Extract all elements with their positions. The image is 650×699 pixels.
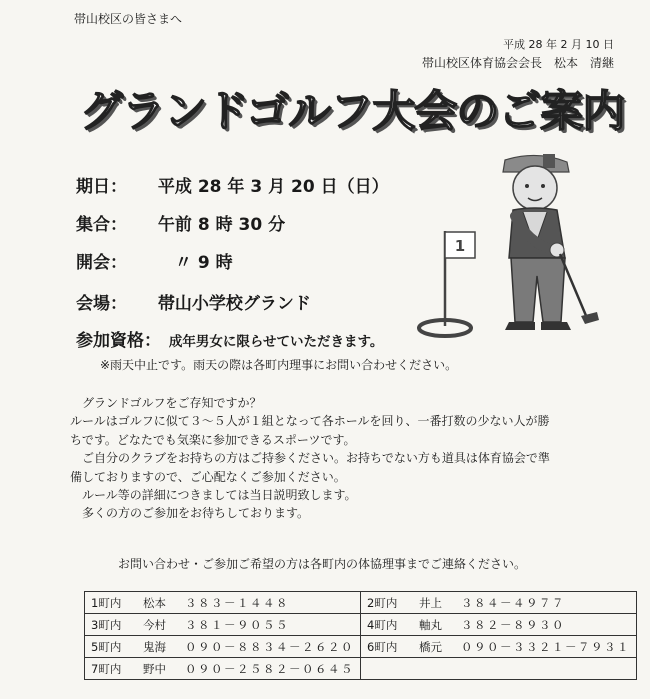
town-label: 5町内 xyxy=(91,639,122,654)
info-label: 開会： xyxy=(76,253,127,273)
contact-name: 野中 xyxy=(143,661,166,676)
contact-cell xyxy=(85,592,361,614)
golfer-icon xyxy=(503,154,599,330)
town-label: 6町内 xyxy=(367,639,398,654)
rain-note: ※雨天中止です。雨天の際は各町内理事にお問い合わせください。 xyxy=(100,358,458,372)
info-value: 〃 9 時 xyxy=(157,253,233,273)
info-label: 集合： xyxy=(76,215,127,235)
description-line: ルールはゴルフに似て３～５人が１組となって各ホールを回り、一番打数の少ない人が勝 xyxy=(70,414,550,429)
golfer-illustration xyxy=(415,146,615,346)
sender: 帯山校区体育協会会長 松本 清継 xyxy=(421,56,614,70)
info-value: 帯山小学校グランド xyxy=(157,294,311,314)
contact-cell xyxy=(361,614,637,636)
table-row xyxy=(85,636,637,658)
contact-phone: ３８２－８９３０ xyxy=(461,617,565,632)
town-label: 4町内 xyxy=(367,617,398,632)
contact-name: 今村 xyxy=(143,617,166,632)
description-line: 備しておりますので、ご心配なくご参加ください。 xyxy=(70,469,346,484)
table-row xyxy=(85,592,637,614)
info-label: 会場： xyxy=(76,294,127,314)
info-eligibility xyxy=(76,326,383,351)
info-value: 平成 28 年 3 月 20 日（日） xyxy=(157,177,389,197)
contact-phone: ０９０－２５８２－０６４５ xyxy=(185,661,354,676)
contact-phone: ３８４－４９７７ xyxy=(461,595,565,610)
info-venue xyxy=(76,289,311,314)
description-line: ご自分のクラブをお持ちの方はご持参ください。お持ちでない方も道具は体育協会で準 xyxy=(70,451,550,466)
info-value: 成年男女に限らせていただきます。 xyxy=(168,334,384,350)
info-opening xyxy=(76,248,233,273)
contact-cell-empty xyxy=(361,658,637,680)
table-row xyxy=(85,614,637,636)
info-label: 参加資格： xyxy=(76,331,161,351)
greeting: 帯山校区の皆さまへ xyxy=(74,12,183,26)
contact-table xyxy=(84,591,637,680)
description xyxy=(70,394,630,523)
contact-cell xyxy=(85,636,361,658)
flag-number: 1 xyxy=(454,237,466,255)
golf-flag-icon xyxy=(419,231,475,336)
description-line: 多くの方のご参加をお待ちしております。 xyxy=(70,506,310,521)
issue-date: 平成 28 年 2 月 10 日 xyxy=(503,38,614,51)
contact-name: 軸丸 xyxy=(419,617,442,632)
contact-instruction: お問い合わせ・ご参加ご希望の方は各町内の体協理事までご連絡ください。 xyxy=(118,557,527,571)
contact-phone: ０９０－８８３４－２６２０ xyxy=(185,639,354,654)
contact-cell xyxy=(85,658,361,680)
contact-phone: ３８３－１４４８ xyxy=(185,595,289,610)
info-date xyxy=(76,172,389,197)
page-title: グランドゴルフ大会のご案内 xyxy=(80,87,625,137)
info-label: 期日： xyxy=(76,177,127,197)
town-label: 3町内 xyxy=(91,617,122,632)
description-line: ちです。どなたでも気楽に参加できるスポーツです。 xyxy=(70,432,356,447)
contact-cell xyxy=(361,592,637,614)
info-assembly xyxy=(76,210,285,235)
contact-cell xyxy=(361,636,637,658)
town-label: 1町内 xyxy=(91,595,122,610)
description-line: ルール等の詳細につきましては当日説明致します。 xyxy=(70,488,357,503)
contact-cell xyxy=(85,614,361,636)
town-label: 2町内 xyxy=(367,595,398,610)
contact-name: 松本 xyxy=(143,595,166,610)
description-line: グランドゴルフをご存知ですか？ xyxy=(70,396,262,410)
contact-phone: ０９０－３３２１－７９３１ xyxy=(461,639,630,654)
info-value: 午前 8 時 30 分 xyxy=(157,215,286,235)
table-row xyxy=(85,658,637,680)
contact-name: 橋元 xyxy=(419,639,442,654)
contact-name: 鬼海 xyxy=(143,639,166,654)
town-label: 7町内 xyxy=(91,661,122,676)
contact-name: 井上 xyxy=(419,595,442,610)
contact-phone: ３８１－９０５５ xyxy=(185,617,289,632)
